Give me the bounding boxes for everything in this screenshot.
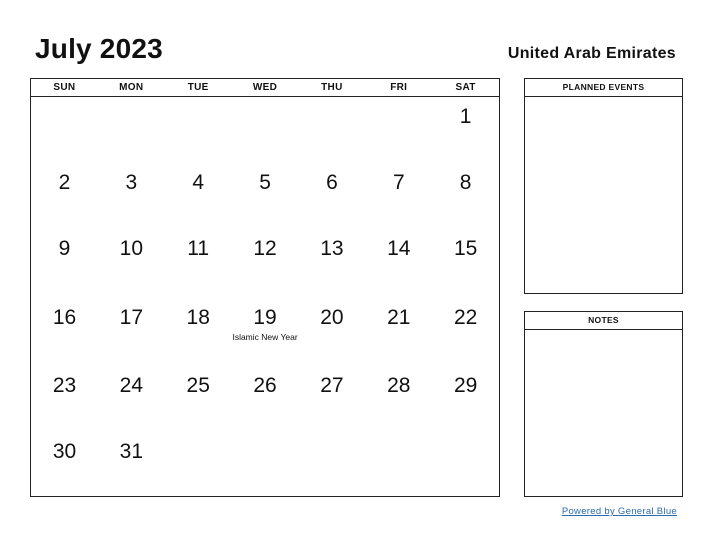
day-number: 18 [186,306,210,329]
day-number: 15 [453,237,478,260]
day-number: 21 [387,306,411,329]
day-number: 26 [253,374,277,397]
day-cell [232,171,299,195]
day-cell [31,171,98,195]
day-number: 6 [326,171,338,194]
day-number: 3 [125,171,138,194]
day-number: 30 [52,440,77,463]
day-cell [31,440,98,464]
weekday-header-row [31,79,499,97]
weekday-sun: SUN [53,82,76,93]
weekday-tue: TUE [187,82,209,93]
day-number: 14 [387,237,411,260]
day-number: 22 [453,306,478,329]
day-cell [232,374,299,398]
days-area [31,97,499,496]
powered-by-link[interactable]: Powered by General Blue [561,506,677,517]
planned-events-panel [524,78,683,294]
notes-panel [524,311,683,497]
day-cell [31,374,98,398]
day-number: 29 [453,374,478,397]
day-number: 16 [52,306,77,329]
day-number: 10 [119,237,144,260]
day-cell [365,374,432,398]
day-cell [298,374,365,398]
day-number: 1 [459,105,472,128]
weekday-thu: THU [321,82,343,93]
day-number: 25 [186,374,210,397]
day-cell [165,306,232,330]
notes-heading: NOTES [525,312,682,330]
day-number: 24 [119,374,144,397]
day-number: 31 [119,440,144,463]
holiday-label: Islamic New Year [232,332,298,342]
day-number: 9 [58,237,71,260]
month-title: July 2023 [35,33,163,64]
weekday-mon: MON [119,82,144,93]
day-number: 13 [320,237,344,260]
day-cell [298,171,365,195]
day-number: 28 [387,374,411,397]
day-number: 7 [392,171,405,194]
day-cell [365,171,432,195]
calendar-grid [30,78,500,497]
day-cell [165,374,232,398]
day-number: 5 [259,171,271,194]
weekday-sat: SAT [455,82,476,93]
day-cell [232,237,299,261]
day-cell [165,171,232,195]
weekday-fri: FRI [390,82,408,93]
country-name: United Arab Emirates [507,45,676,62]
day-cell [298,306,365,330]
day-cell [365,306,432,330]
day-number: 27 [320,374,344,397]
weekday-wed: WED [252,82,278,93]
day-cell [432,306,499,330]
day-cell [98,171,165,195]
day-cell [432,171,499,195]
day-cell [98,374,165,398]
day-cell [165,237,232,261]
day-cell [98,237,165,261]
day-number: 2 [58,171,71,194]
day-cell [298,237,365,261]
day-cell [31,306,98,330]
day-number: 8 [459,171,472,194]
day-cell [365,237,432,261]
day-number: 4 [192,171,205,194]
day-cell [31,237,98,261]
day-cell [98,306,165,330]
day-cell [432,374,499,398]
day-number: 23 [52,374,77,397]
day-cell [232,306,299,343]
day-number: 11 [187,237,210,260]
day-number: 19 [253,306,277,329]
day-cell [432,237,499,261]
day-cell [432,105,499,129]
planned-events-heading: PLANNED EVENTS [525,79,682,97]
day-cell [98,440,165,464]
day-number: 12 [253,237,277,260]
day-number: 20 [320,306,344,329]
day-number: 17 [119,306,144,329]
